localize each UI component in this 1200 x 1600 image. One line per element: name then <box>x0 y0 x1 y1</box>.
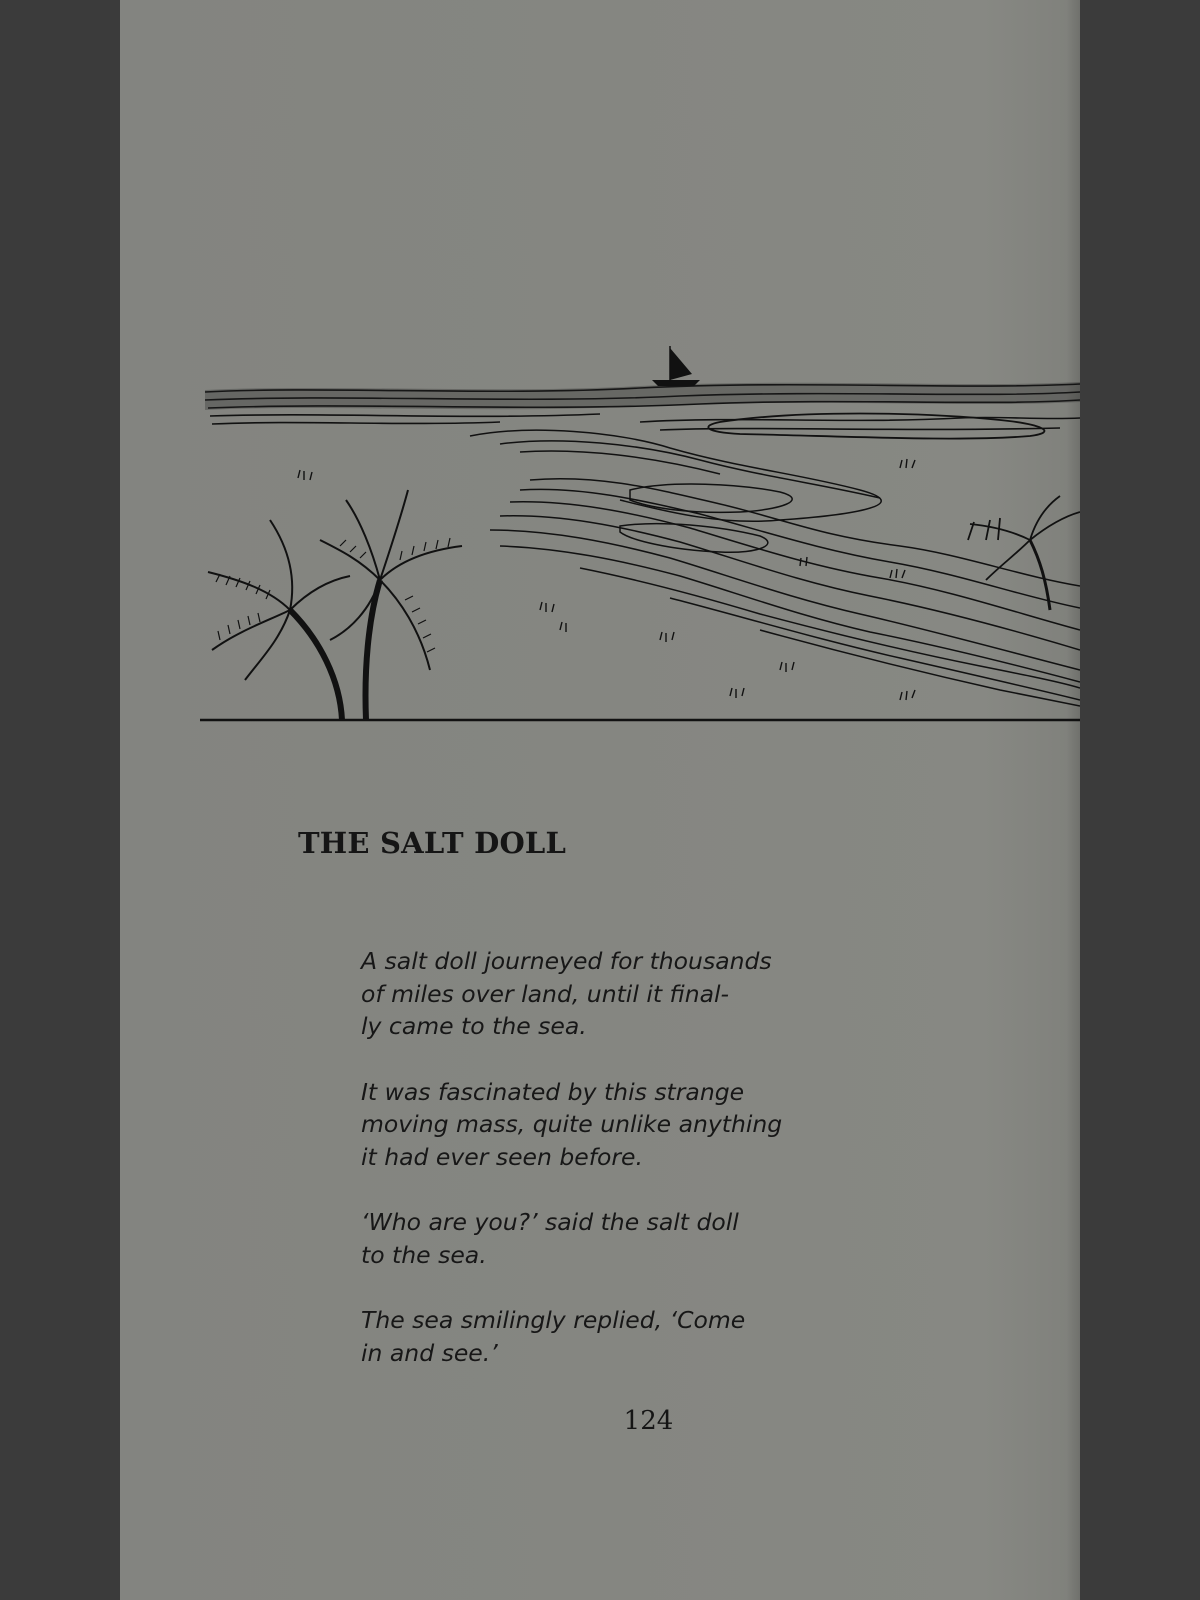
book-page <box>120 0 1080 1600</box>
story-text <box>361 945 831 1402</box>
paragraph-3 <box>361 1206 831 1271</box>
palm-fronds-detail <box>216 538 450 652</box>
sea-band-fill <box>205 382 1080 410</box>
text-line: ‘Who are you?’ said the salt doll <box>361 1208 739 1236</box>
palm-tree-right-icon <box>968 496 1080 610</box>
seascape-illustration <box>200 340 1080 740</box>
text-line: moving mass, quite unlike anything <box>361 1110 783 1138</box>
text-line: The sea smilingly replied, ‘Come <box>361 1306 746 1334</box>
text-line: A salt doll journeyed for thousands <box>361 947 772 975</box>
text-line: to the sea. <box>361 1240 487 1269</box>
text-line: in and see.’ <box>361 1338 498 1367</box>
page-edge-shadow <box>1066 0 1080 1600</box>
sailboat-icon <box>652 346 700 386</box>
paragraph-4 <box>361 1304 831 1369</box>
chapter-title: THE SALT DOLL <box>298 826 567 860</box>
paragraph-2 <box>361 1076 831 1174</box>
text-line: ly came to the sea. <box>361 1012 587 1040</box>
page-number: 124 <box>623 1406 674 1436</box>
text-line: it had ever seen before. <box>361 1142 643 1171</box>
paragraph-1 <box>361 945 831 1043</box>
palm-tree-icon <box>208 490 462 720</box>
text-line: It was fascinated by this strange <box>361 1077 745 1106</box>
inlet-water <box>470 430 1080 706</box>
text-line: of miles over land, until it final- <box>361 979 730 1008</box>
